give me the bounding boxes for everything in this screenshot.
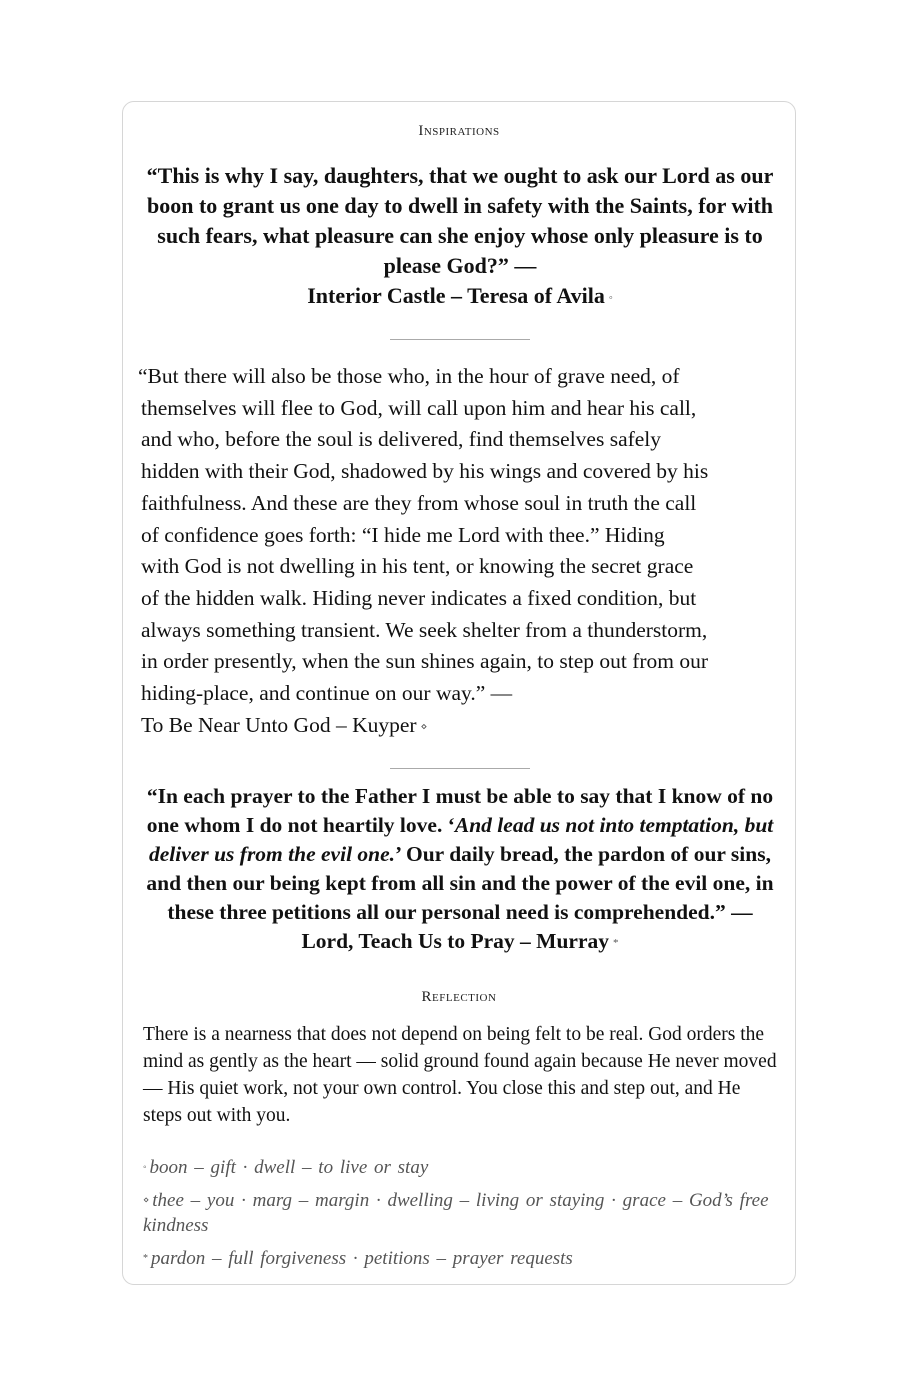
divider: [390, 768, 530, 769]
quote-kuyper: [138, 361, 781, 743]
quote-line: with God is not dwelling in his tent, or knowing the secret grace: [141, 554, 694, 579]
quote-murray-text-end: ’ Our daily bread, the pardon of our sins, and then our being kept from all sin and the power of the evil one, in these three petitions all our personal need is comprehended.” —: [146, 842, 774, 924]
reflection-heading: Reflection: [421, 989, 497, 1005]
quote-murray-text-start: “In each prayer to the Father I must be able to say that I know of no one whom I do not heartily love. ‘: [146, 784, 774, 837]
quote-line: of the hidden walk. Hiding never indicates a fixed condition, but: [141, 585, 697, 610]
quote-teresa-attribution: Interior Castle – Teresa of Avila: [307, 283, 605, 308]
quote-line: of confidence goes forth: “I hide me Lord with thee.” Hiding: [141, 522, 665, 547]
quote-line: faithfulness. And these are they from whose soul in truth the call: [141, 490, 697, 515]
quote-teresa: [141, 161, 779, 313]
devotional-card: [122, 101, 796, 1285]
quote-line: always something transient. We seek shelter from a thunderstorm,: [141, 617, 708, 642]
quote-teresa-text: “This is why I say, daughters, that we ought to ask our Lord as our boon to grant us one day to dwell in safety with the Saints, for with such fears, what pleasure can she enjoy whose only pleasure is to please God?” —: [146, 163, 774, 278]
footnote-mark: ⋄: [143, 1195, 150, 1206]
footnote-mark: ◦: [143, 1162, 147, 1173]
quote-line: and who, before the soul is delivered, find themselves safely: [141, 427, 662, 452]
footnote-text: thee – you · marg – margin · dwelling – living or staying · grace – God’s free kindness: [143, 1190, 769, 1236]
footnote-item: [143, 1188, 773, 1238]
quote-line: “But there will also be those who, in the hour of grave need, of: [138, 364, 680, 388]
footnote-marker-asterisk: *: [613, 937, 619, 949]
footnote-marker-diamond: ⋄: [420, 720, 428, 733]
footnote-text: pardon – full forgiveness · petitions – prayer requests: [151, 1248, 573, 1269]
quote-line: hidden with their God, shadowed by his wings and covered by his: [141, 459, 709, 484]
quote-line: in order presently, when the sun shines again, to step out from our: [141, 649, 709, 674]
footnote-marker-circle: ◦: [608, 292, 613, 304]
quote-murray: [143, 782, 777, 958]
footnote-text: boon – gift · dwell – to live or stay: [149, 1157, 429, 1178]
footnote-mark: *: [143, 1253, 148, 1264]
quote-murray-italic: And lead us not into temptation, but deliver us from the evil one.: [149, 813, 774, 866]
section-title: Inspirations: [418, 123, 500, 139]
divider: [390, 339, 530, 340]
reflection-text: There is a nearness that does not depend on being felt to be real. God orders the mind as gently as the heart — solid ground found again because He never moved — His quiet work, not your own control. You close this and step out, and He steps out with you.: [143, 1024, 777, 1126]
quote-line: themselves will flee to God, will call upon him and hear his call,: [141, 395, 697, 420]
quote-line: hiding-place, and continue on our way.” —: [141, 681, 513, 706]
quote-murray-attribution: Lord, Teach Us to Pray – Murray: [301, 929, 610, 953]
footnote-item: [143, 1246, 773, 1271]
footnote-item: [143, 1155, 773, 1180]
quote-kuyper-attribution: To Be Near Unto God – Kuyper: [141, 712, 417, 737]
